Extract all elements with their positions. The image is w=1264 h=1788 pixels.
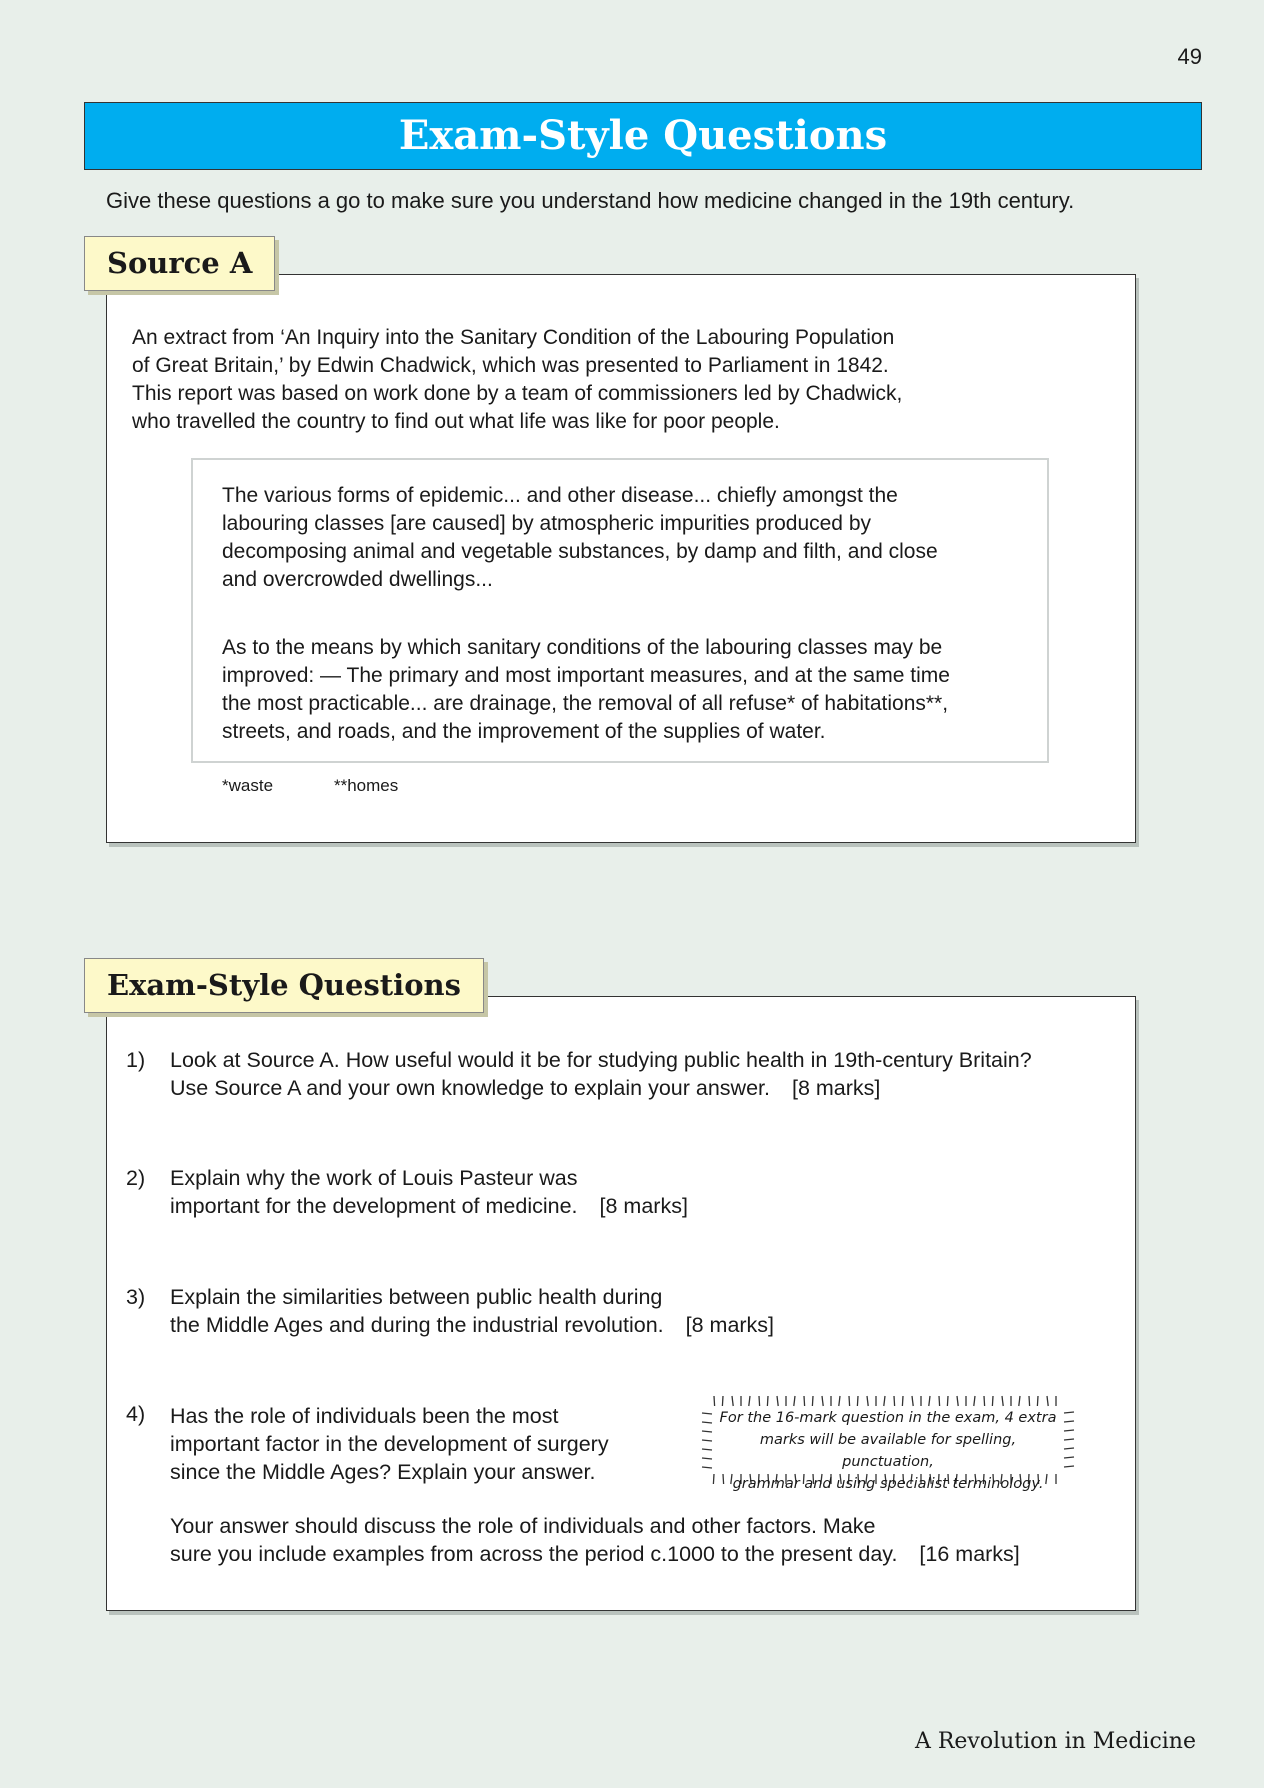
guidance-line: Your answer should discuss the role of individuals and other factors. Make [170,1514,876,1538]
question-line: since the Middle Ages? Explain your answer. [170,1460,596,1484]
question-4 [170,1402,690,1486]
tip-line: For the 16-mark question in the exam, 4 extra [719,1410,1057,1426]
quote-line: improved: — The primary and most important measures, and at the same time [222,664,950,687]
question-number: 3) [126,1285,146,1309]
source-intro-line: This report was based on work done by a team of commissioners led by Chadwick, [132,382,903,405]
question-line: important factor in the development of surgery [170,1432,609,1456]
quote-line: streets, and roads, and the improvement of the supplies of water. [222,720,826,743]
marks-label: [8 marks] [599,1194,688,1218]
footer-section-title: A Revolution in Medicine [914,1729,1196,1754]
intro-text: Give these questions a go to make sure you understand how medicine changed in the 19th century. [106,188,1075,213]
footnote-homes: **homes [334,776,399,795]
question-number: 1) [126,1048,146,1072]
guidance-line: sure you include examples from across the period c.1000 to the present day. [170,1542,898,1566]
page-title: Exam-Style Questions [84,102,1202,170]
quote-line: The various forms of epidemic... and other disease... chiefly amongst the [222,484,898,507]
tip-line: grammar and using specialist terminology. [732,1476,1044,1492]
tip-line: marks will be available for spelling, punctuation, [759,1432,1017,1470]
question-2 [126,1164,926,1220]
source-intro-line: An extract from ‘An Inquiry into the Sanitary Condition of the Labouring Population [132,326,895,349]
quote-line: the most practicable... are drainage, the removal of all refuse* of habitations**, [222,692,949,715]
question-4-guidance [170,1512,1020,1568]
quote-paragraph-2 [222,634,1019,746]
question-number: 2) [126,1166,146,1190]
quote-line: and overcrowded dwellings... [222,568,493,591]
quote-paragraph-1 [222,482,1019,594]
quote-line: decomposing animal and vegetable substances, by damp and filth, and close [222,540,938,563]
question-1 [126,1046,1126,1102]
question-3 [126,1283,1026,1339]
source-a-tab: Source A [84,236,275,291]
marks-label: [8 marks] [791,1076,881,1100]
question-number: 4) [126,1402,146,1426]
marks-label: [16 marks] [919,1542,1020,1566]
source-intro-line: of Great Britain,’ by Edwin Chadwick, which was presented to Parliament in 1842. [132,354,889,377]
source-intro-line: who travelled the country to find out what life was like for poor people. [132,410,780,433]
tip-note [700,1393,1076,1492]
quote-line: labouring classes [are caused] by atmospheric impurities produced by [222,512,872,535]
question-line: Has the role of individuals been the most [170,1404,559,1428]
question-line: important for the development of medicine. [170,1194,578,1218]
question-line: Look at Source A. How useful would it be for studying public health in 19th-century Britain? [170,1048,1032,1072]
quote-line: As to the means by which sanitary conditions of the labouring classes may be [222,636,943,659]
page-number: 49 [1177,44,1202,69]
question-line: Use Source A and your own knowledge to explain your answer. [170,1076,770,1100]
marks-label: [8 marks] [685,1313,775,1337]
source-quote-box [191,458,1049,763]
source-a-intro [132,324,992,436]
question-line: Explain why the work of Louis Pasteur was [170,1166,578,1190]
question-line: the Middle Ages and during the industrial revolution. [170,1313,664,1337]
footnote-waste: *waste [222,776,274,795]
questions-tab: Exam-Style Questions [84,958,484,1013]
question-line: Explain the similarities between public health during [170,1285,663,1309]
